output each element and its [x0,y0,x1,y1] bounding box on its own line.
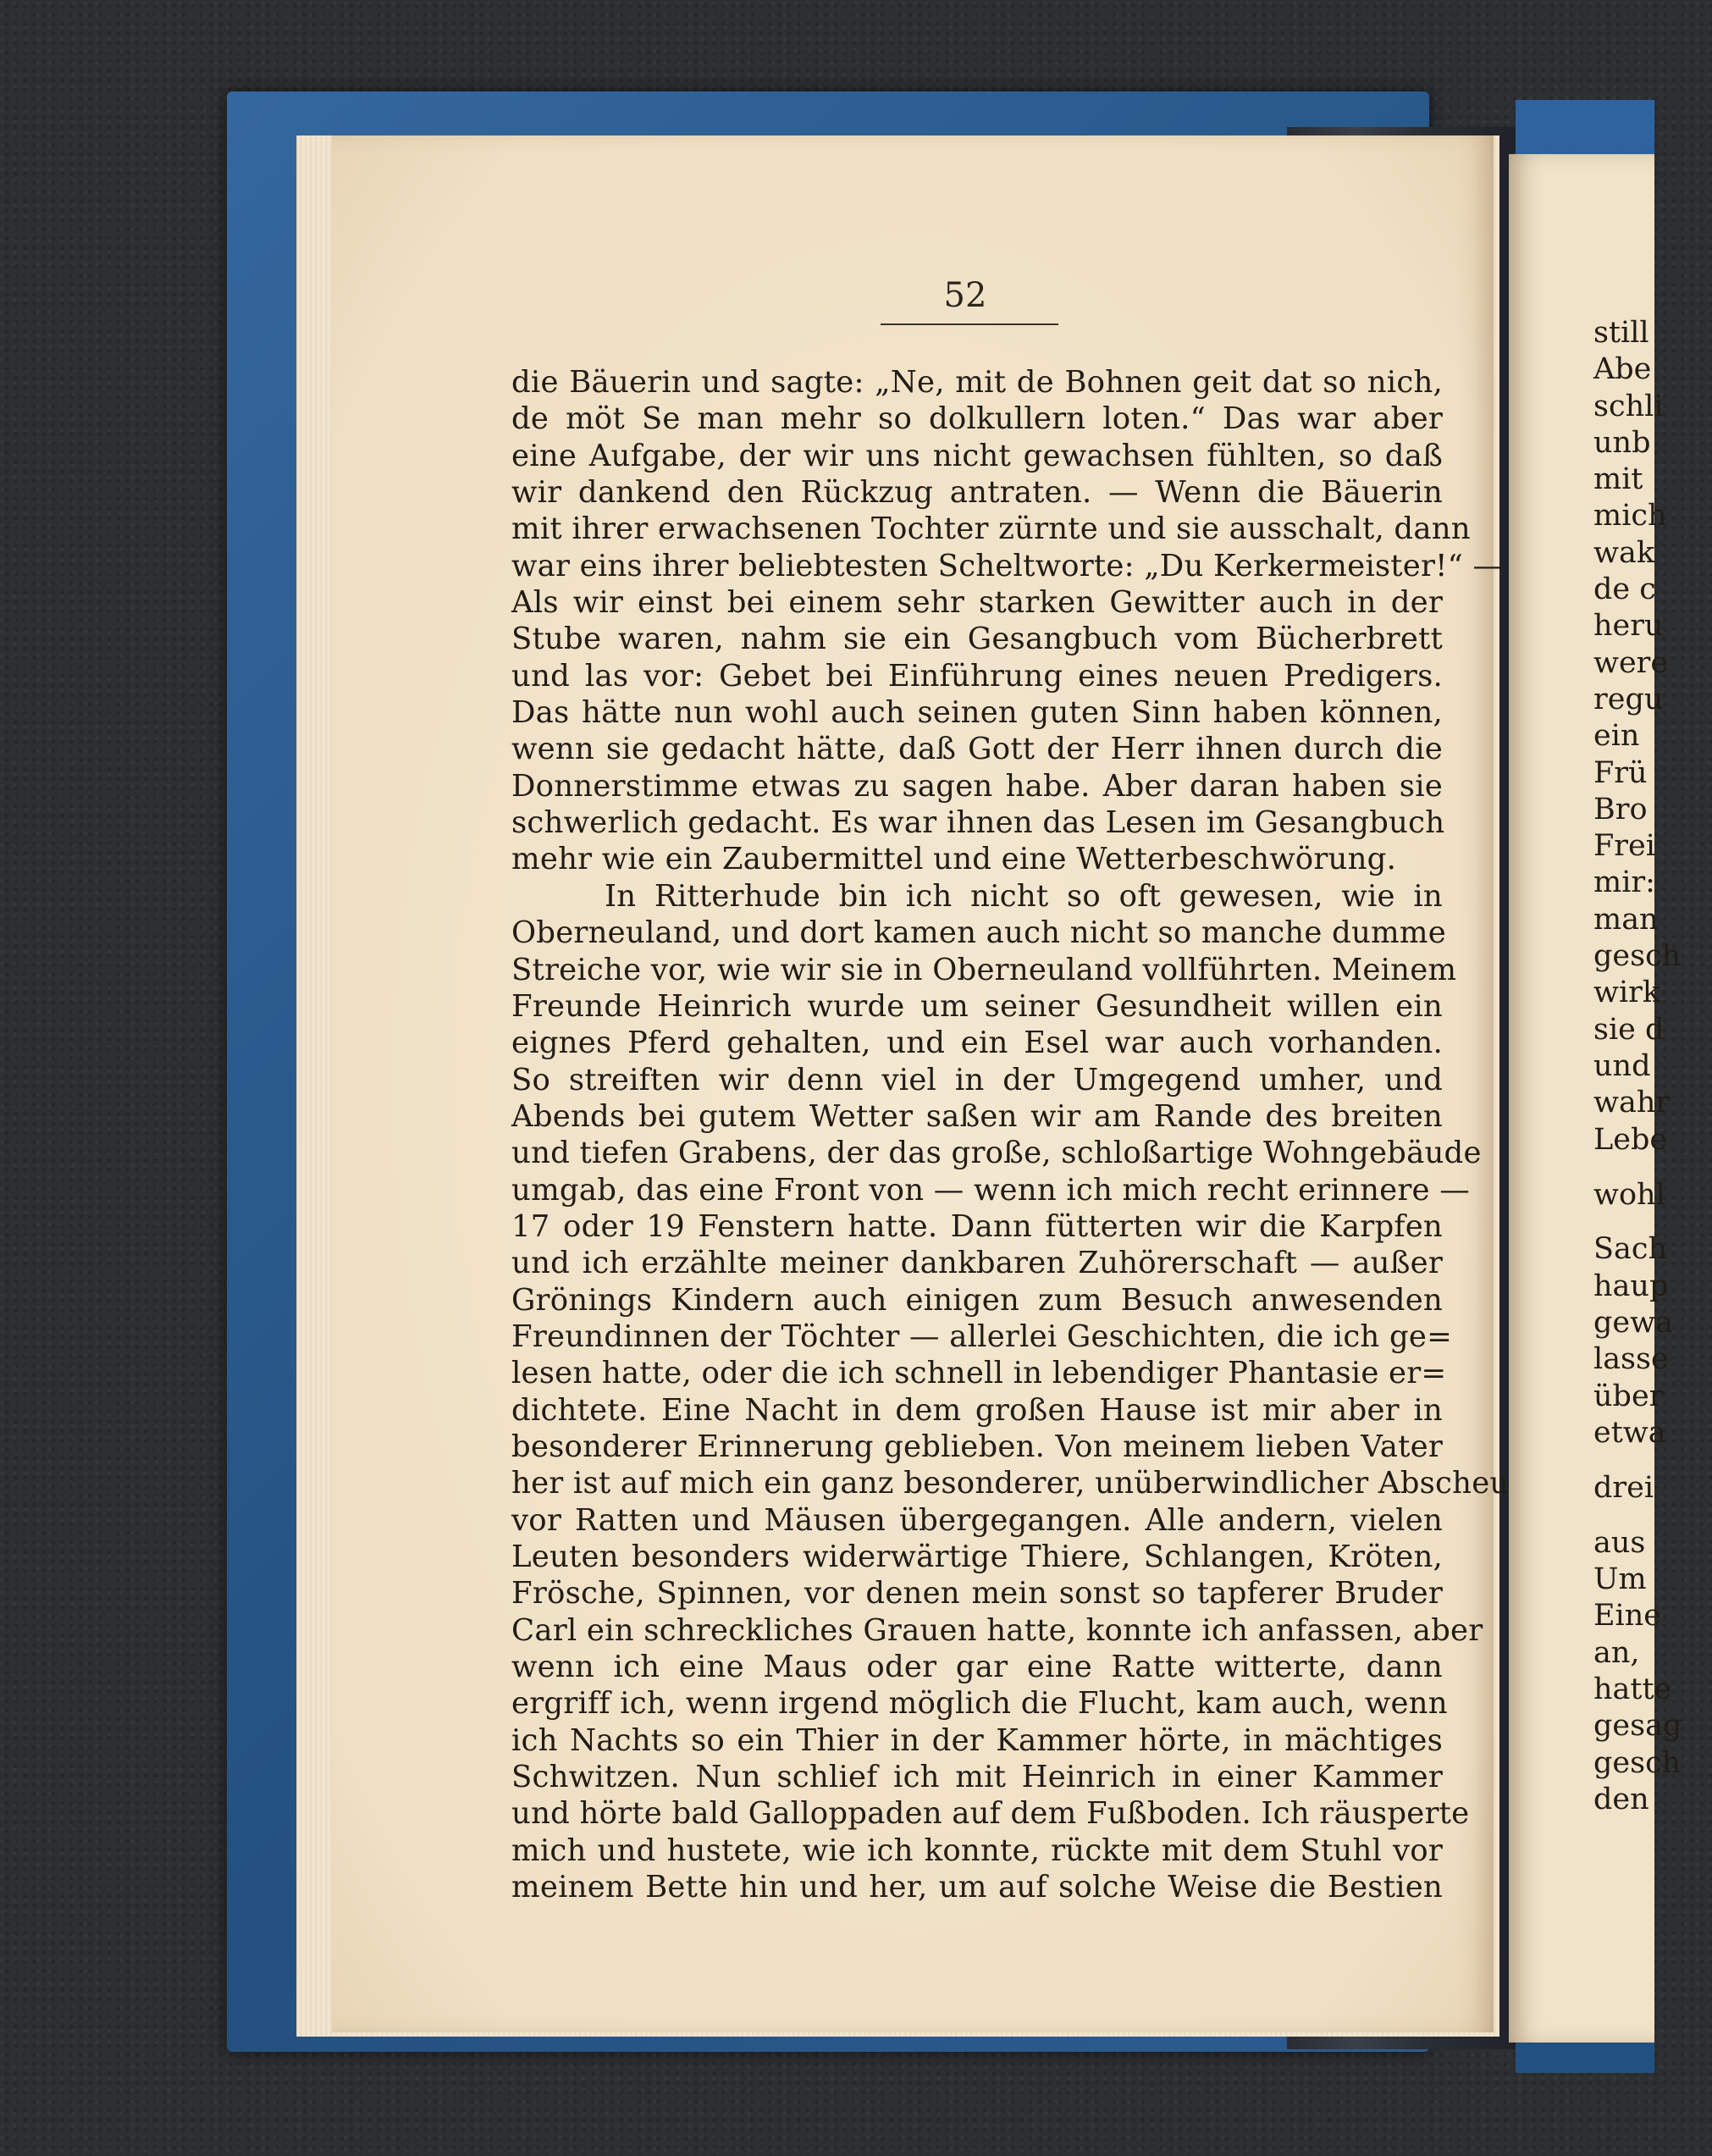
right-text-fragment: den [1593,1782,1649,1816]
right-text-fragment: wohl [1593,1177,1665,1212]
right-text-fragment: aus [1593,1525,1646,1560]
right-text-fragment: wak [1593,535,1655,570]
right-text-fragment: etwa [1593,1415,1666,1450]
text-line: ich Nachts so ein Thier in der Kammer hörte, in mächtiges [511,1722,1443,1758]
right-text-fragment: man [1593,902,1659,937]
right-text-fragment: Um [1593,1562,1647,1597]
text-line: Donnerstimme etwas zu sagen habe. Aber daran haben sie [511,768,1443,804]
text-line: mehr wie ein Zaubermittel und eine Wetterbeschwörung. [511,842,1397,877]
text-line: Frösche, Spinnen, vor denen mein sonst so tapferer Bruder [511,1576,1443,1611]
text-line: vor Ratten und Mäusen übergegangen. Alle andern, vielen [511,1502,1443,1538]
right-text-fragment: were [1593,645,1669,680]
text-line: und las vor: Gebet bei Einführung eines neuen Predigers. [511,658,1443,694]
text-line: besonderer Erinnerung geblieben. Von meinem lieben Vater [511,1429,1443,1464]
text-line: Oberneuland, und dort kamen auch nicht so manche dumme [511,915,1446,951]
right-text-fragment: regu [1593,682,1664,716]
right-text-fragment: mit [1593,462,1643,497]
text-line: Schwitzen. Nun schlief ich mit Heinrich in einer Kammer [511,1760,1443,1795]
text-line: Leuten besonders widerwärtige Thiere, Schlangen, Kröten, [511,1540,1443,1574]
text-line: ergriff ich, wenn irgend möglich die Flucht, kam auch, wenn [511,1686,1448,1722]
page-number: 52 [943,276,987,315]
text-line: eignes Pferd gehalten, und ein Esel war auch vorhanden. [511,1025,1443,1061]
right-text-fragment: haup [1593,1269,1669,1303]
text-line: 17 oder 19 Fenstern hatte. Dann fütterten wir die Karpfen [511,1208,1443,1244]
text-line: In Ritterhude bin ich nicht so oft gewesen, wie in [605,878,1443,914]
right-text-fragment: an, [1593,1635,1640,1670]
text-line: umgab, das eine Front von — wenn ich mich recht erinnere — [511,1172,1470,1208]
text-line: her ist auf mich ein ganz besonderer, unüberwindlicher Abscheu [511,1466,1510,1501]
text-line: schwerlich gedacht. Es war ihnen das Lesen im Gesangbuch [511,805,1445,841]
text-line: und ich erzählte meiner dankbaren Zuhörerschaft — außer [511,1246,1443,1281]
text-line: dichtete. Eine Nacht in dem großen Hause ist mir aber in [511,1392,1443,1428]
right-text-fragment: unb [1593,425,1651,460]
text-line: mich und hustete, wie ich konnte, rückte mit dem Stuhl vor [511,1833,1443,1868]
text-line: meinem Bette hin und her, um auf solche Weise die Bestien [511,1870,1443,1905]
right-text-fragment: Frü [1593,755,1648,790]
text-line: wir dankend den Rückzug antraten. — Wenn die Bäuerin [511,475,1443,511]
text-line: Stube waren, nahm sie ein Gesangbuch vom Bücherbrett [511,622,1443,657]
right-text-fragment: über [1593,1379,1664,1413]
text-line: mit ihrer erwachsenen Tochter zürnte und sie ausschalt, dann [511,511,1471,547]
text-line: Carl ein schreckliches Grauen hatte, konnte ich anfassen, aber [511,1612,1483,1648]
text-line: und tiefen Grabens, der das große, schloßartige Wohngebäude [511,1136,1482,1171]
text-line: Grönings Kindern auch einigen zum Besuch anwesenden [511,1282,1443,1318]
text-line: und hörte bald Galloppaden auf dem Fußboden. Ich räusperte [511,1796,1470,1832]
right-text-fragment: Frei [1593,829,1655,864]
text-line: So streiften wir denn viel in der Umgegend umher, und [511,1062,1443,1097]
right-page-fragments [1593,315,1712,1818]
text-line: eine Aufgabe, der wir uns nicht gewachsen fühlten, so daß [511,438,1443,473]
right-text-fragment: still [1593,316,1649,350]
right-text-fragment: mich [1593,499,1667,533]
right-text-fragment: Bro [1593,792,1648,826]
right-text-fragment: ein [1593,719,1640,754]
right-text-fragment: lasse [1593,1342,1669,1377]
text-line: war eins ihrer beliebtesten Scheltworte: „Du Kerkermeister!“ — [511,548,1504,583]
text-line: Streiche vor, wie wir sie in Oberneuland vollführten. Meinem [511,952,1457,987]
left-page-text [511,364,1510,1905]
right-text-fragment: Abe [1593,352,1652,387]
right-text-fragment: mir: [1593,865,1655,900]
right-text-fragment: und [1593,1048,1651,1083]
right-text-fragment: Sach [1593,1232,1667,1267]
right-text-fragment: wahr [1593,1086,1671,1120]
text-line: Das hätte nun wohl auch seinen guten Sinn haben können, [511,695,1443,731]
right-text-fragment: drei [1593,1471,1654,1506]
text-line: Freunde Heinrich wurde um seiner Gesundheit willen ein [511,988,1443,1024]
right-text-fragment: hatte [1593,1672,1672,1706]
text-line: lesen hatte, oder die ich schnell in lebendiger Phantasie er= [511,1356,1447,1391]
right-text-fragment: gesch [1593,1745,1682,1780]
text-line: de möt Se man mehr so dolkullern loten.“ Das war aber [511,401,1443,437]
text-line: wenn sie gedacht hätte, daß Gott der Herr ihnen durch die [511,732,1443,767]
page-number-rule [881,323,1058,325]
text-line: wenn ich eine Maus oder gar eine Ratte witterte, dann [511,1650,1443,1685]
text-line: die Bäuerin und sagte: „Ne, mit de Bohnen geit dat so nich, [511,365,1443,400]
right-text-fragment: Lebe [1593,1122,1668,1157]
right-text-fragment: schli [1593,389,1664,423]
right-text-fragment: wirk [1593,976,1661,1010]
right-text-fragment: gewa [1593,1306,1673,1341]
text-line: Abends bei gutem Wetter saßen wir am Rande des breiten [511,1098,1443,1134]
right-text-fragment: de c [1593,572,1656,607]
text-line: Als wir einst bei einem sehr starken Gewitter auch in der [511,585,1443,621]
right-text-fragment: heru [1593,609,1664,644]
right-text-fragment: gesag [1593,1709,1682,1744]
right-text-fragment: sie d [1593,1012,1665,1047]
right-text-fragment: Eine [1593,1599,1661,1634]
text-line: Freundinnen der Töchter — allerlei Geschichten, die ich ge= [511,1318,1453,1354]
right-text-fragment: gesch [1593,939,1682,974]
